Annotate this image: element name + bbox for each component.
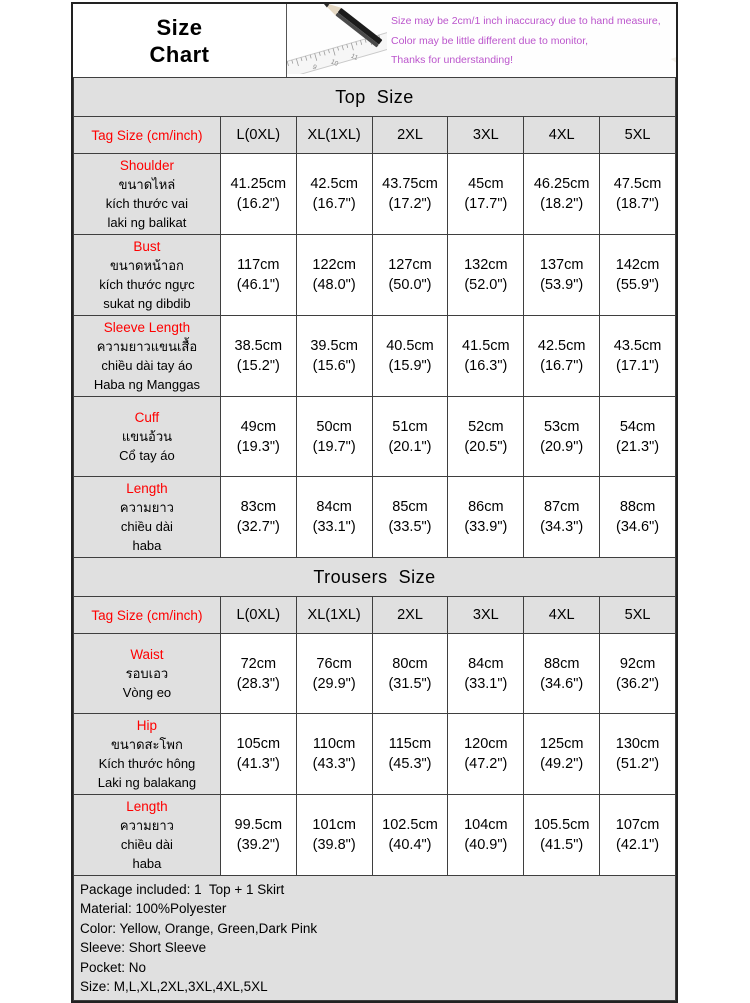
measurement-cell: 43.75cm (17.2") xyxy=(372,154,448,235)
measurement-cell: 54cm (21.3") xyxy=(600,397,676,477)
measurement-cell: 137cm (53.9") xyxy=(524,235,600,316)
measurement-cell: 104cm (40.9") xyxy=(448,795,524,876)
row-label: Bust ขนาดหน้าอก kích thước ngực sukat ng dibdib xyxy=(74,235,221,316)
measurement-cell: 125cm (49.2") xyxy=(524,714,600,795)
pencil-ruler-icon xyxy=(287,4,387,77)
size-column-header: 5XL xyxy=(600,597,676,634)
measurement-cell: 50cm (19.7") xyxy=(296,397,372,477)
measurement-cell: 105.5cm (41.5") xyxy=(524,795,600,876)
measure-disclaimer xyxy=(387,10,663,71)
size-column-header: 5XL xyxy=(600,117,676,154)
measurement-cell: 46.25cm (18.2") xyxy=(524,154,600,235)
table-row xyxy=(74,316,676,397)
product-info-line: Sleeve: Short Sleeve xyxy=(80,940,207,956)
measurement-cell: 120cm (47.2") xyxy=(448,714,524,795)
measurement-cell: 87cm (34.3") xyxy=(524,477,600,558)
table-row xyxy=(74,235,676,316)
product-info-line: Size: M,L,XL,2XL,3XL,4XL,5XL xyxy=(80,979,268,995)
measurement-cell: 102.5cm (40.4") xyxy=(372,795,448,876)
measurement-cell: 117cm (46.1") xyxy=(220,235,296,316)
measurement-cell: 99.5cm (39.2") xyxy=(220,795,296,876)
measurement-cell: 76cm (29.9") xyxy=(296,634,372,714)
measurement-cell: 101cm (39.8") xyxy=(296,795,372,876)
svg-text:11: 11 xyxy=(349,52,359,62)
measurement-cell: 88cm (34.6") xyxy=(524,634,600,714)
table-row xyxy=(74,397,676,477)
measurement-cell: 43.5cm (17.1") xyxy=(600,316,676,397)
size-column-header: 3XL xyxy=(448,117,524,154)
measurement-cell: 84cm (33.1") xyxy=(296,477,372,558)
product-info xyxy=(74,876,676,1001)
table-row xyxy=(74,795,676,876)
measurement-cell: 39.5cm (15.6") xyxy=(296,316,372,397)
measurement-cell: 52cm (20.5") xyxy=(448,397,524,477)
row-label: Sleeve Length ความยาวแขนเสื้อ chiều dài tay áo Haba ng Manggas xyxy=(74,316,221,397)
top-tag-size-row xyxy=(74,117,676,154)
trousers-tag-size-row xyxy=(74,597,676,634)
size-column-header: 2XL xyxy=(372,117,448,154)
table-row xyxy=(74,477,676,558)
measurement-cell: 86cm (33.9") xyxy=(448,477,524,558)
size-column-header: 4XL xyxy=(524,117,600,154)
header-right xyxy=(287,4,676,77)
size-column-header: L(0XL) xyxy=(220,117,296,154)
measurement-cell: 127cm (50.0") xyxy=(372,235,448,316)
measurement-cell: 115cm (45.3") xyxy=(372,714,448,795)
size-column-header: 3XL xyxy=(448,597,524,634)
size-column-header: 2XL xyxy=(372,597,448,634)
row-label: Length ความยาว chiều dài haba xyxy=(74,477,221,558)
measurement-cell: 80cm (31.5") xyxy=(372,634,448,714)
row-label: Cuff แขนอ้วน Cổ tay áo xyxy=(74,397,221,477)
size-column-header: XL(1XL) xyxy=(296,117,372,154)
measurement-cell: 88cm (34.6") xyxy=(600,477,676,558)
measurement-cell: 49cm (19.3") xyxy=(220,397,296,477)
measurement-cell: 42.5cm (16.7") xyxy=(296,154,372,235)
disclaimer-line-1: Size may be 2cm/1 inch inaccuracy due to hand measure, xyxy=(391,15,661,28)
measurement-cell: 72cm (28.3") xyxy=(220,634,296,714)
measurement-cell: 132cm (52.0") xyxy=(448,235,524,316)
size-chart-frame xyxy=(71,2,678,1003)
table-row xyxy=(74,714,676,795)
tag-size-label: Tag Size (cm/inch) xyxy=(74,597,221,634)
table-row xyxy=(74,154,676,235)
measurement-cell: 47.5cm (18.7") xyxy=(600,154,676,235)
size-chart-table xyxy=(73,77,676,1001)
measurement-cell: 122cm (48.0") xyxy=(296,235,372,316)
measurement-cell: 53cm (20.9") xyxy=(524,397,600,477)
size-column-header: L(0XL) xyxy=(220,597,296,634)
row-label: Hip ขนาดสะโพก Kích thước hông Laki ng balakang xyxy=(74,714,221,795)
measurement-cell: 110cm (43.3") xyxy=(296,714,372,795)
measurement-cell: 107cm (42.1") xyxy=(600,795,676,876)
page-title xyxy=(73,4,287,77)
measurement-cell: 84cm (33.1") xyxy=(448,634,524,714)
disclaimer-line-3: Thanks for understanding! xyxy=(391,54,513,67)
table-row xyxy=(74,634,676,714)
measurement-cell: 83cm (32.7") xyxy=(220,477,296,558)
measurement-cell: 85cm (33.5") xyxy=(372,477,448,558)
row-label: Waist รอบเอว Vòng eo xyxy=(74,634,221,714)
measurement-cell: 51cm (20.1") xyxy=(372,397,448,477)
trousers-size-body xyxy=(74,634,676,876)
product-info-line: Package included: 1 Top + 1 Skirt xyxy=(80,882,285,897)
row-label: Shoulder ขนาดไหล่ kích thước vai laki ng balikat xyxy=(74,154,221,235)
product-info-line: Pocket: No xyxy=(80,959,147,975)
trousers-size-section-title: Trousers Size xyxy=(74,558,676,597)
chart-header xyxy=(73,4,676,77)
measurement-cell: 41.5cm (16.3") xyxy=(448,316,524,397)
size-column-header: 4XL xyxy=(524,597,600,634)
page-title-line2: Chart xyxy=(149,41,210,67)
size-column-header: XL(1XL) xyxy=(296,597,372,634)
product-info-line: Material: 100%Polyester xyxy=(80,901,227,917)
measurement-cell: 42.5cm (16.7") xyxy=(524,316,600,397)
svg-text:10: 10 xyxy=(329,58,340,68)
disclaimer-line-2: Color may be little different due to monitor, xyxy=(391,34,589,47)
tag-size-label: Tag Size (cm/inch) xyxy=(74,117,221,154)
measurement-cell: 45cm (17.7") xyxy=(448,154,524,235)
measurement-cell: 105cm (41.3") xyxy=(220,714,296,795)
measurement-cell: 41.25cm (16.2") xyxy=(220,154,296,235)
top-size-body xyxy=(74,154,676,558)
trousers-size-section-header xyxy=(74,558,676,597)
measurement-cell: 92cm (36.2") xyxy=(600,634,676,714)
product-info-row xyxy=(74,876,676,1001)
measurement-cell: 38.5cm (15.2") xyxy=(220,316,296,397)
hand-measuring-tape-icon xyxy=(663,4,676,77)
top-size-section-header xyxy=(74,78,676,117)
measurement-cell: 40.5cm (15.9") xyxy=(372,316,448,397)
svg-text:9: 9 xyxy=(311,63,318,72)
product-info-line: Color: Yellow, Orange, Green,Dark Pink xyxy=(80,920,318,936)
measurement-cell: 130cm (51.2") xyxy=(600,714,676,795)
page-title-line1: Size xyxy=(156,14,203,40)
measurement-cell: 142cm (55.9") xyxy=(600,235,676,316)
top-size-section-title: Top Size xyxy=(74,78,676,117)
row-label: Length ความยาว chiều dài haba xyxy=(74,795,221,876)
